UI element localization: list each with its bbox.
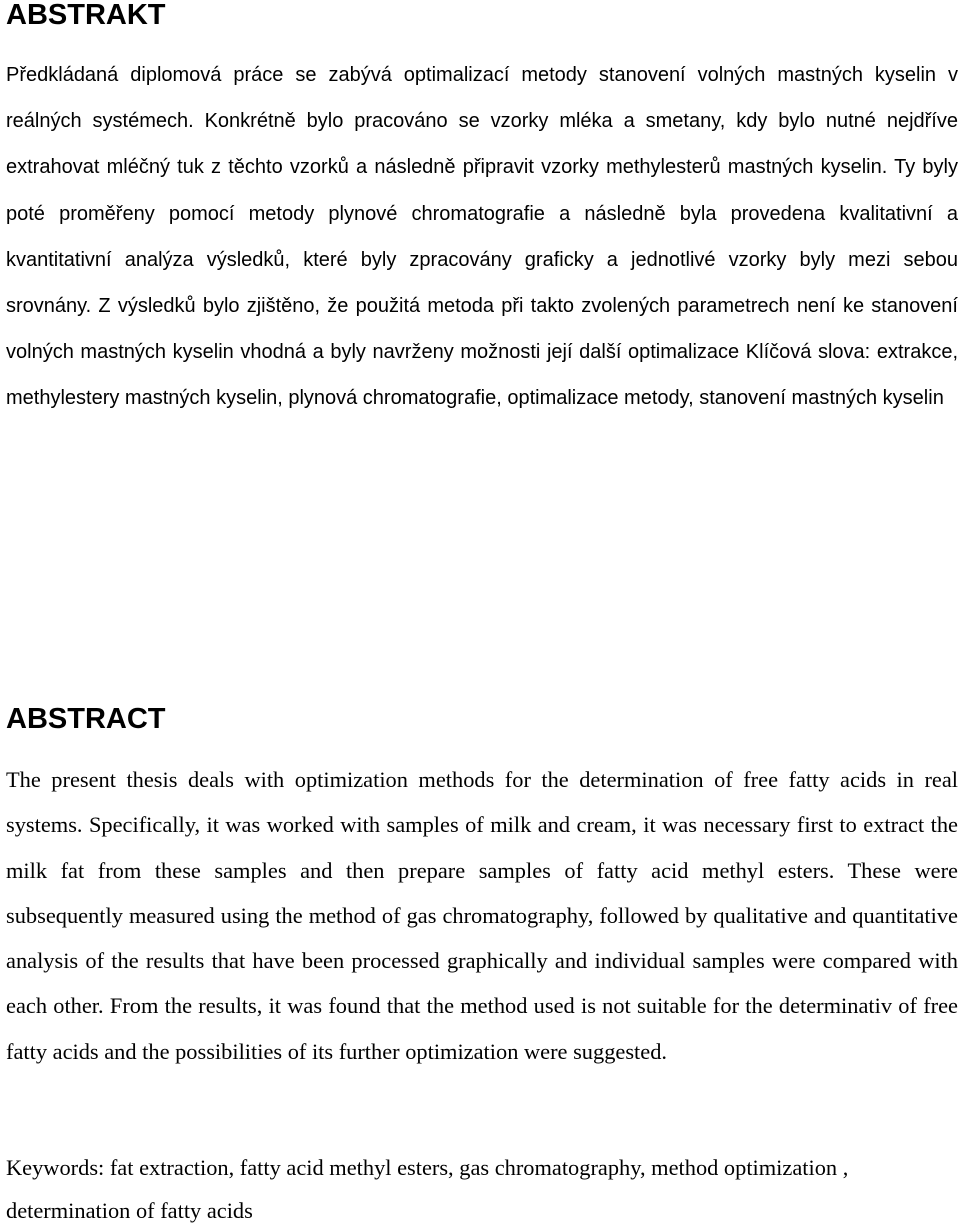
czech-abstract-body: Předkládaná diplomová práce se zabývá optimalizací metody stanovení volných mastných kyselin v reálných systémech. Konkrétně bylo pracováno se vzorky mléka a smetany, kdy bylo nutné nejdříve extrahovat mléčný tuk z těchto vzorků a následně připravit vzorky methylesterů mastných kyselin. Ty byly poté proměřeny pomocí metody plynové chromatografie a následně byla provedena kvalitativní a kvantitativní analýza výsledků, které byly zpracovány graficky a jednotlivé vzorky byly mezi sebou srovnány. Z výsledků bylo zjištěno, že použitá metoda při takto zvolených parametrech není ke stanovení volných mastných kyselin vhodná a byly navrženy možnosti její další optimalizace Klíčová slova: extrakce, methylestery mastných kyselin, plynová chromatografie, optimalizace metody, stanovení mastných kyselin — [6, 64, 958, 410]
english-keywords: Keywords: fat extraction, fatty acid methyl esters, gas chromatography, method optimization , determination of fatty acids — [6, 1155, 849, 1223]
czech-abstract-heading: ABSTRAKT — [6, 0, 166, 31]
english-abstract-body: The present thesis deals with optimization methods for the determination of free fatty acids in real systems. Specifically, it was worked with samples of milk and cream, it was necessary first to extract the milk fat from these samples and then prepare samples of fatty acid methyl esters. These were subsequently measured using the method of gas chromatography, followed by qualitative and quantitative analysis of the results that have been processed graphically and individual samples were compared with each other. From the results, it was found that the method used is not suitable for the determinativ of free fatty acids and the possibilities of its further optimization were suggested. — [6, 767, 958, 1064]
english-abstract-heading: ABSTRACT — [6, 703, 166, 735]
